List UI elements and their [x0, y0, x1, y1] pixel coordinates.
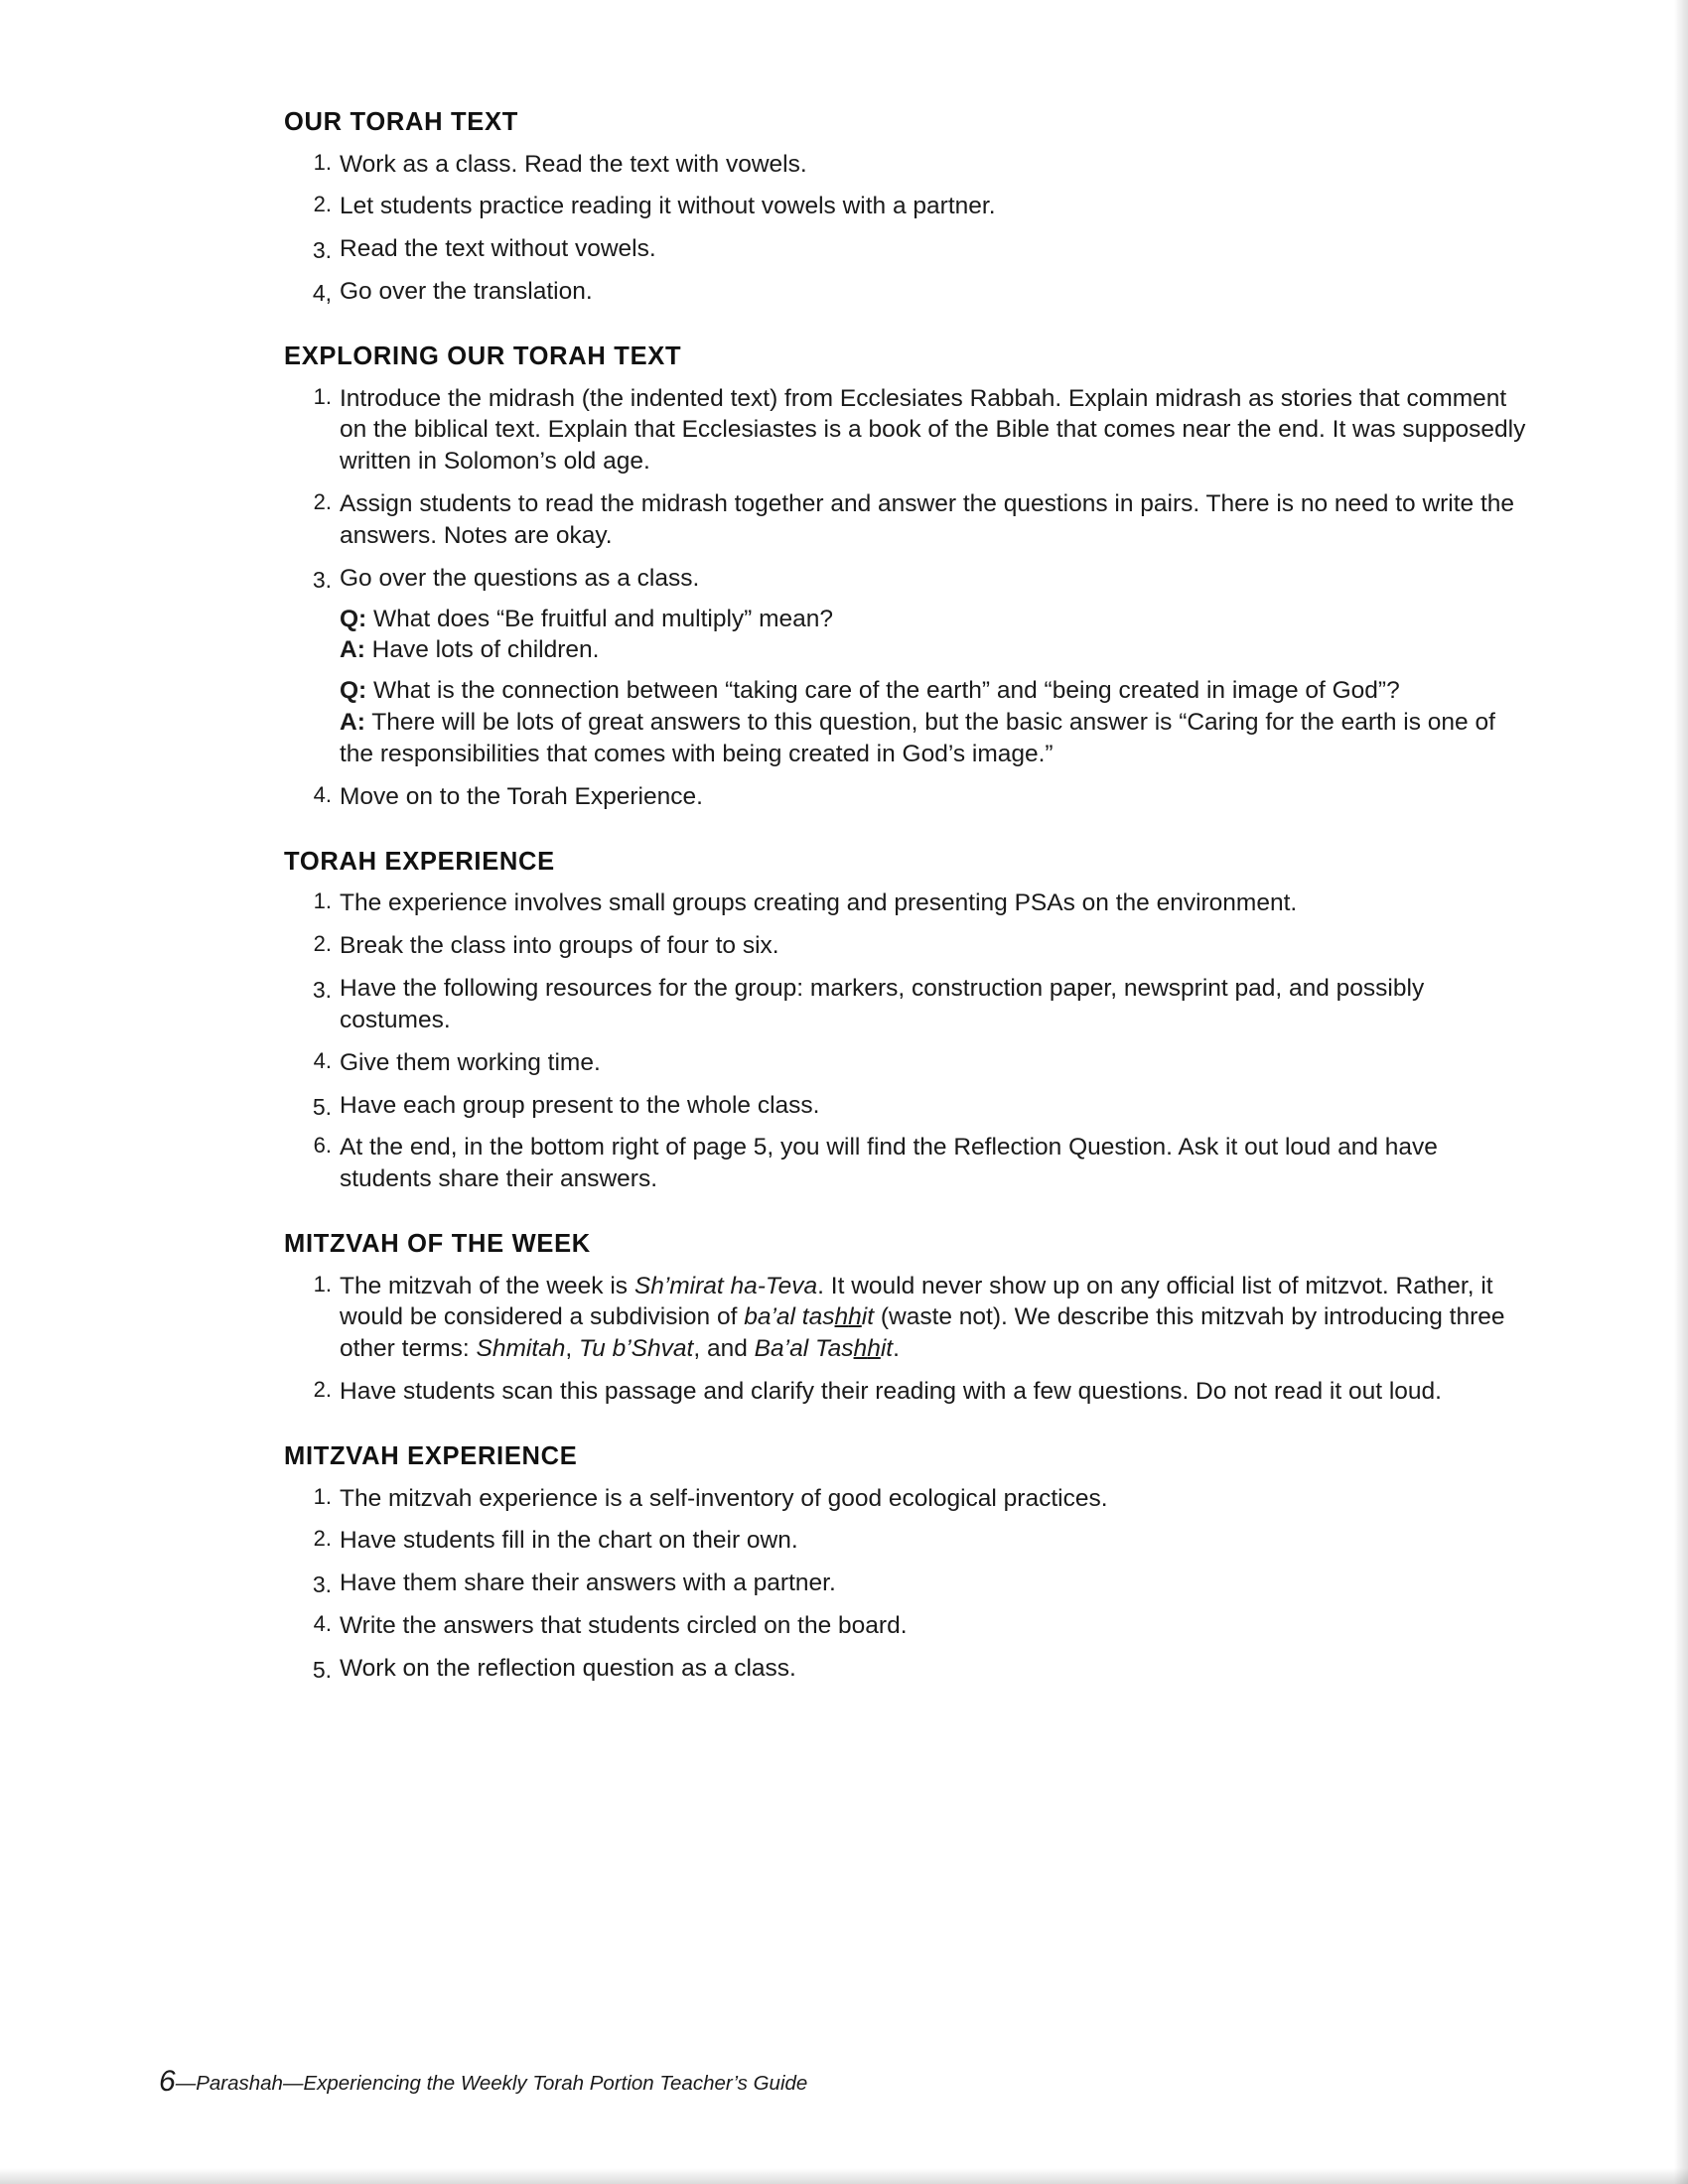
list-item — [284, 233, 1535, 265]
qa-question — [340, 604, 1535, 635]
step-list-our-torah-text — [284, 149, 1535, 308]
question-label: Q: — [340, 677, 367, 705]
list-item-number: 3. — [312, 976, 332, 1003]
text-fragment: , — [565, 1335, 580, 1363]
list-item — [284, 1610, 1535, 1642]
list-item-number: 5. — [312, 1093, 332, 1120]
list-item-number: 1. — [313, 149, 332, 175]
qa-pair — [340, 604, 1535, 667]
list-item — [284, 1047, 1535, 1079]
term-fragment: it — [861, 1303, 875, 1331]
underlined-het-char: h — [848, 1303, 862, 1331]
list-item-number: 2. — [313, 192, 332, 217]
list-item-text: Go over the questions as a class. — [340, 564, 700, 592]
page-footer — [159, 2065, 807, 2099]
list-item-text: Read the text without vowels. — [340, 235, 656, 263]
section-mitzvah-experience — [284, 1441, 1535, 1685]
scan-edge-shadow-bottom — [0, 2168, 1688, 2184]
list-item-number: 2. — [313, 489, 332, 515]
underlined-het-char: h — [834, 1303, 849, 1331]
section-heading-exploring-our-torah-text: EXPLORING OUR TORAH TEXT — [284, 341, 682, 370]
list-item — [284, 1653, 1535, 1685]
list-item-text: Have students fill in the chart on their own. — [340, 1527, 798, 1555]
step-list-mitzvah-of-the-week — [284, 1271, 1535, 1408]
answer-label: A: — [340, 636, 365, 664]
list-item-text: Have students scan this passage and clarify their reading with a few questions. Do not read it out loud. — [340, 1378, 1442, 1406]
list-item — [284, 563, 1535, 770]
section-heading-our-torah-text: OUR TORAH TEXT — [284, 108, 519, 136]
scan-edge-shadow-right — [1674, 0, 1688, 2184]
list-item-number: 2. — [313, 1377, 332, 1403]
list-item-text: Go over the translation. — [340, 278, 593, 306]
list-item-text: Assign students to read the midrash together and answer the questions in pairs. There is no need to write the answers. Notes are okay. — [340, 490, 1515, 549]
footer-title: Parashah—Experiencing the Weekly Torah Portion Teacher’s Guide — [196, 2072, 808, 2095]
list-item — [284, 1132, 1535, 1195]
list-item-text: Have each group present to the whole class. — [340, 1091, 820, 1119]
page-content — [284, 107, 1535, 1718]
qa-pair — [340, 675, 1535, 770]
section-exploring-our-torah-text — [284, 341, 1535, 813]
list-item-text: Introduce the midrash (the indented text) from Ecclesiates Rabbah. Explain midrash as stories that comment on the biblical text. Explain that Ecclesiastes is a book of the Bible that comes near the end. It was supposedly written in Solomon’s old age. — [340, 384, 1526, 476]
answer-text: Have lots of children. — [364, 636, 600, 664]
list-item-text: Move on to the Torah Experience. — [340, 782, 703, 810]
step-list-mitzvah-experience — [284, 1483, 1535, 1685]
text-fragment: . It would never show up on any official list of mitzvot. Rather, it would be considered a subdivision of — [340, 1272, 1493, 1331]
list-item-number: 6. — [313, 1133, 332, 1159]
list-item-number: 2. — [313, 1526, 332, 1552]
list-item — [284, 781, 1535, 813]
list-item — [284, 1525, 1535, 1557]
list-item-text: Break the class into groups of four to six. — [340, 932, 779, 960]
text-fragment: , and — [693, 1335, 755, 1363]
text-fragment: The mitzvah of the week is — [340, 1272, 634, 1299]
term-fragment: it — [880, 1335, 894, 1363]
section-mitzvah-of-the-week — [284, 1229, 1535, 1408]
list-item-number: 4. — [313, 1611, 332, 1637]
list-item-text: Have them share their answers with a partner. — [340, 1570, 836, 1597]
list-item-text: Work on the reflection question as a class. — [340, 1654, 796, 1682]
list-item-number: 3. — [312, 237, 332, 264]
list-item-text: Give them working time. — [340, 1048, 601, 1076]
qa-answer — [340, 634, 1535, 666]
section-heading-torah-experience: TORAH EXPERIENCE — [284, 847, 555, 876]
step-list-torah-experience — [284, 887, 1535, 1195]
list-item-text — [340, 1273, 1505, 1363]
list-item — [284, 973, 1535, 1036]
text-fragment: . — [893, 1335, 900, 1363]
step-list-exploring-our-torah-text — [284, 383, 1535, 813]
list-item-number: 1. — [313, 1483, 332, 1509]
list-item — [284, 1090, 1535, 1122]
hebrew-term-shmirat-ha-teva: Sh’mirat ha-Teva — [633, 1272, 818, 1299]
question-text: What does “Be fruitful and multiply” mean? — [366, 605, 834, 632]
list-item-number: 3. — [312, 1571, 332, 1598]
question-text: What is the connection between “taking care of the earth” and “being created in image of God”? — [366, 677, 1400, 705]
footer-separator: — — [175, 2072, 197, 2095]
text-fragment: (waste not). We describe this mitzvah by introducing three other terms: — [340, 1303, 1505, 1363]
term-fragment: ba’al tas — [744, 1303, 835, 1331]
list-item — [284, 1568, 1535, 1599]
list-item-number: 3. — [312, 566, 332, 593]
list-item — [284, 383, 1535, 478]
footer-page-number: 6 — [159, 2065, 176, 2098]
hebrew-term-shmitah: Shmitah — [476, 1335, 566, 1363]
list-item — [284, 149, 1535, 181]
list-item — [284, 488, 1535, 552]
answer-text: There will be lots of great answers to this question, but the basic answer is “Caring for the earth is one of the responsibilities that comes with being created in God’s image.” — [340, 709, 1495, 767]
section-our-torah-text — [284, 107, 1535, 308]
list-item-number: 4. — [313, 781, 332, 807]
underlined-het-char: h — [867, 1335, 881, 1363]
list-item-number: 1. — [313, 1271, 332, 1297]
list-item-text: Write the answers that students circled on the board. — [340, 1612, 908, 1640]
qa-question — [340, 675, 1535, 707]
list-item — [284, 1376, 1535, 1408]
answer-label: A: — [340, 709, 365, 737]
list-item — [284, 1483, 1535, 1515]
list-item-text: The mitzvah experience is a self-inventory of good ecological practices. — [340, 1484, 1108, 1512]
list-item-text: Have the following resources for the group: markers, construction paper, newsprint pad, and possibly costumes. — [340, 974, 1425, 1033]
question-label: Q: — [340, 605, 367, 632]
list-item-number: 2. — [313, 931, 332, 957]
list-item-number: 1. — [313, 888, 332, 914]
list-item-text: At the end, in the bottom right of page 5, you will find the Reflection Question. Ask it out loud and have students share their answers. — [340, 1134, 1438, 1193]
section-heading-mitzvah-experience: MITZVAH EXPERIENCE — [284, 1442, 578, 1470]
underlined-het-char: h — [853, 1335, 868, 1363]
list-item — [284, 191, 1535, 222]
list-item — [284, 887, 1535, 919]
hebrew-term-baal-tashhit-title — [755, 1335, 893, 1362]
list-item — [284, 930, 1535, 962]
list-item-number: 4, — [312, 280, 332, 307]
list-item-number: 5. — [312, 1656, 332, 1683]
list-item — [284, 276, 1535, 308]
list-item — [284, 1271, 1535, 1366]
qa-block — [340, 604, 1535, 770]
list-item-number: 1. — [313, 383, 332, 409]
qa-answer — [340, 707, 1535, 770]
section-torah-experience — [284, 847, 1535, 1195]
term-fragment: Ba’al Tas — [754, 1335, 854, 1363]
hebrew-term-tu-bshvat: Tu b’Shvat — [579, 1335, 694, 1363]
list-item-text: The experience involves small groups creating and presenting PSAs on the environment. — [340, 889, 1298, 917]
list-item-text: Work as a class. Read the text with vowels. — [340, 150, 807, 178]
list-item-number: 4. — [313, 1047, 332, 1073]
list-item-text: Let students practice reading it without vowels with a partner. — [340, 193, 996, 220]
hebrew-term-baal-tashhit — [744, 1303, 874, 1330]
section-heading-mitzvah-of-the-week: MITZVAH OF THE WEEK — [284, 1230, 591, 1259]
